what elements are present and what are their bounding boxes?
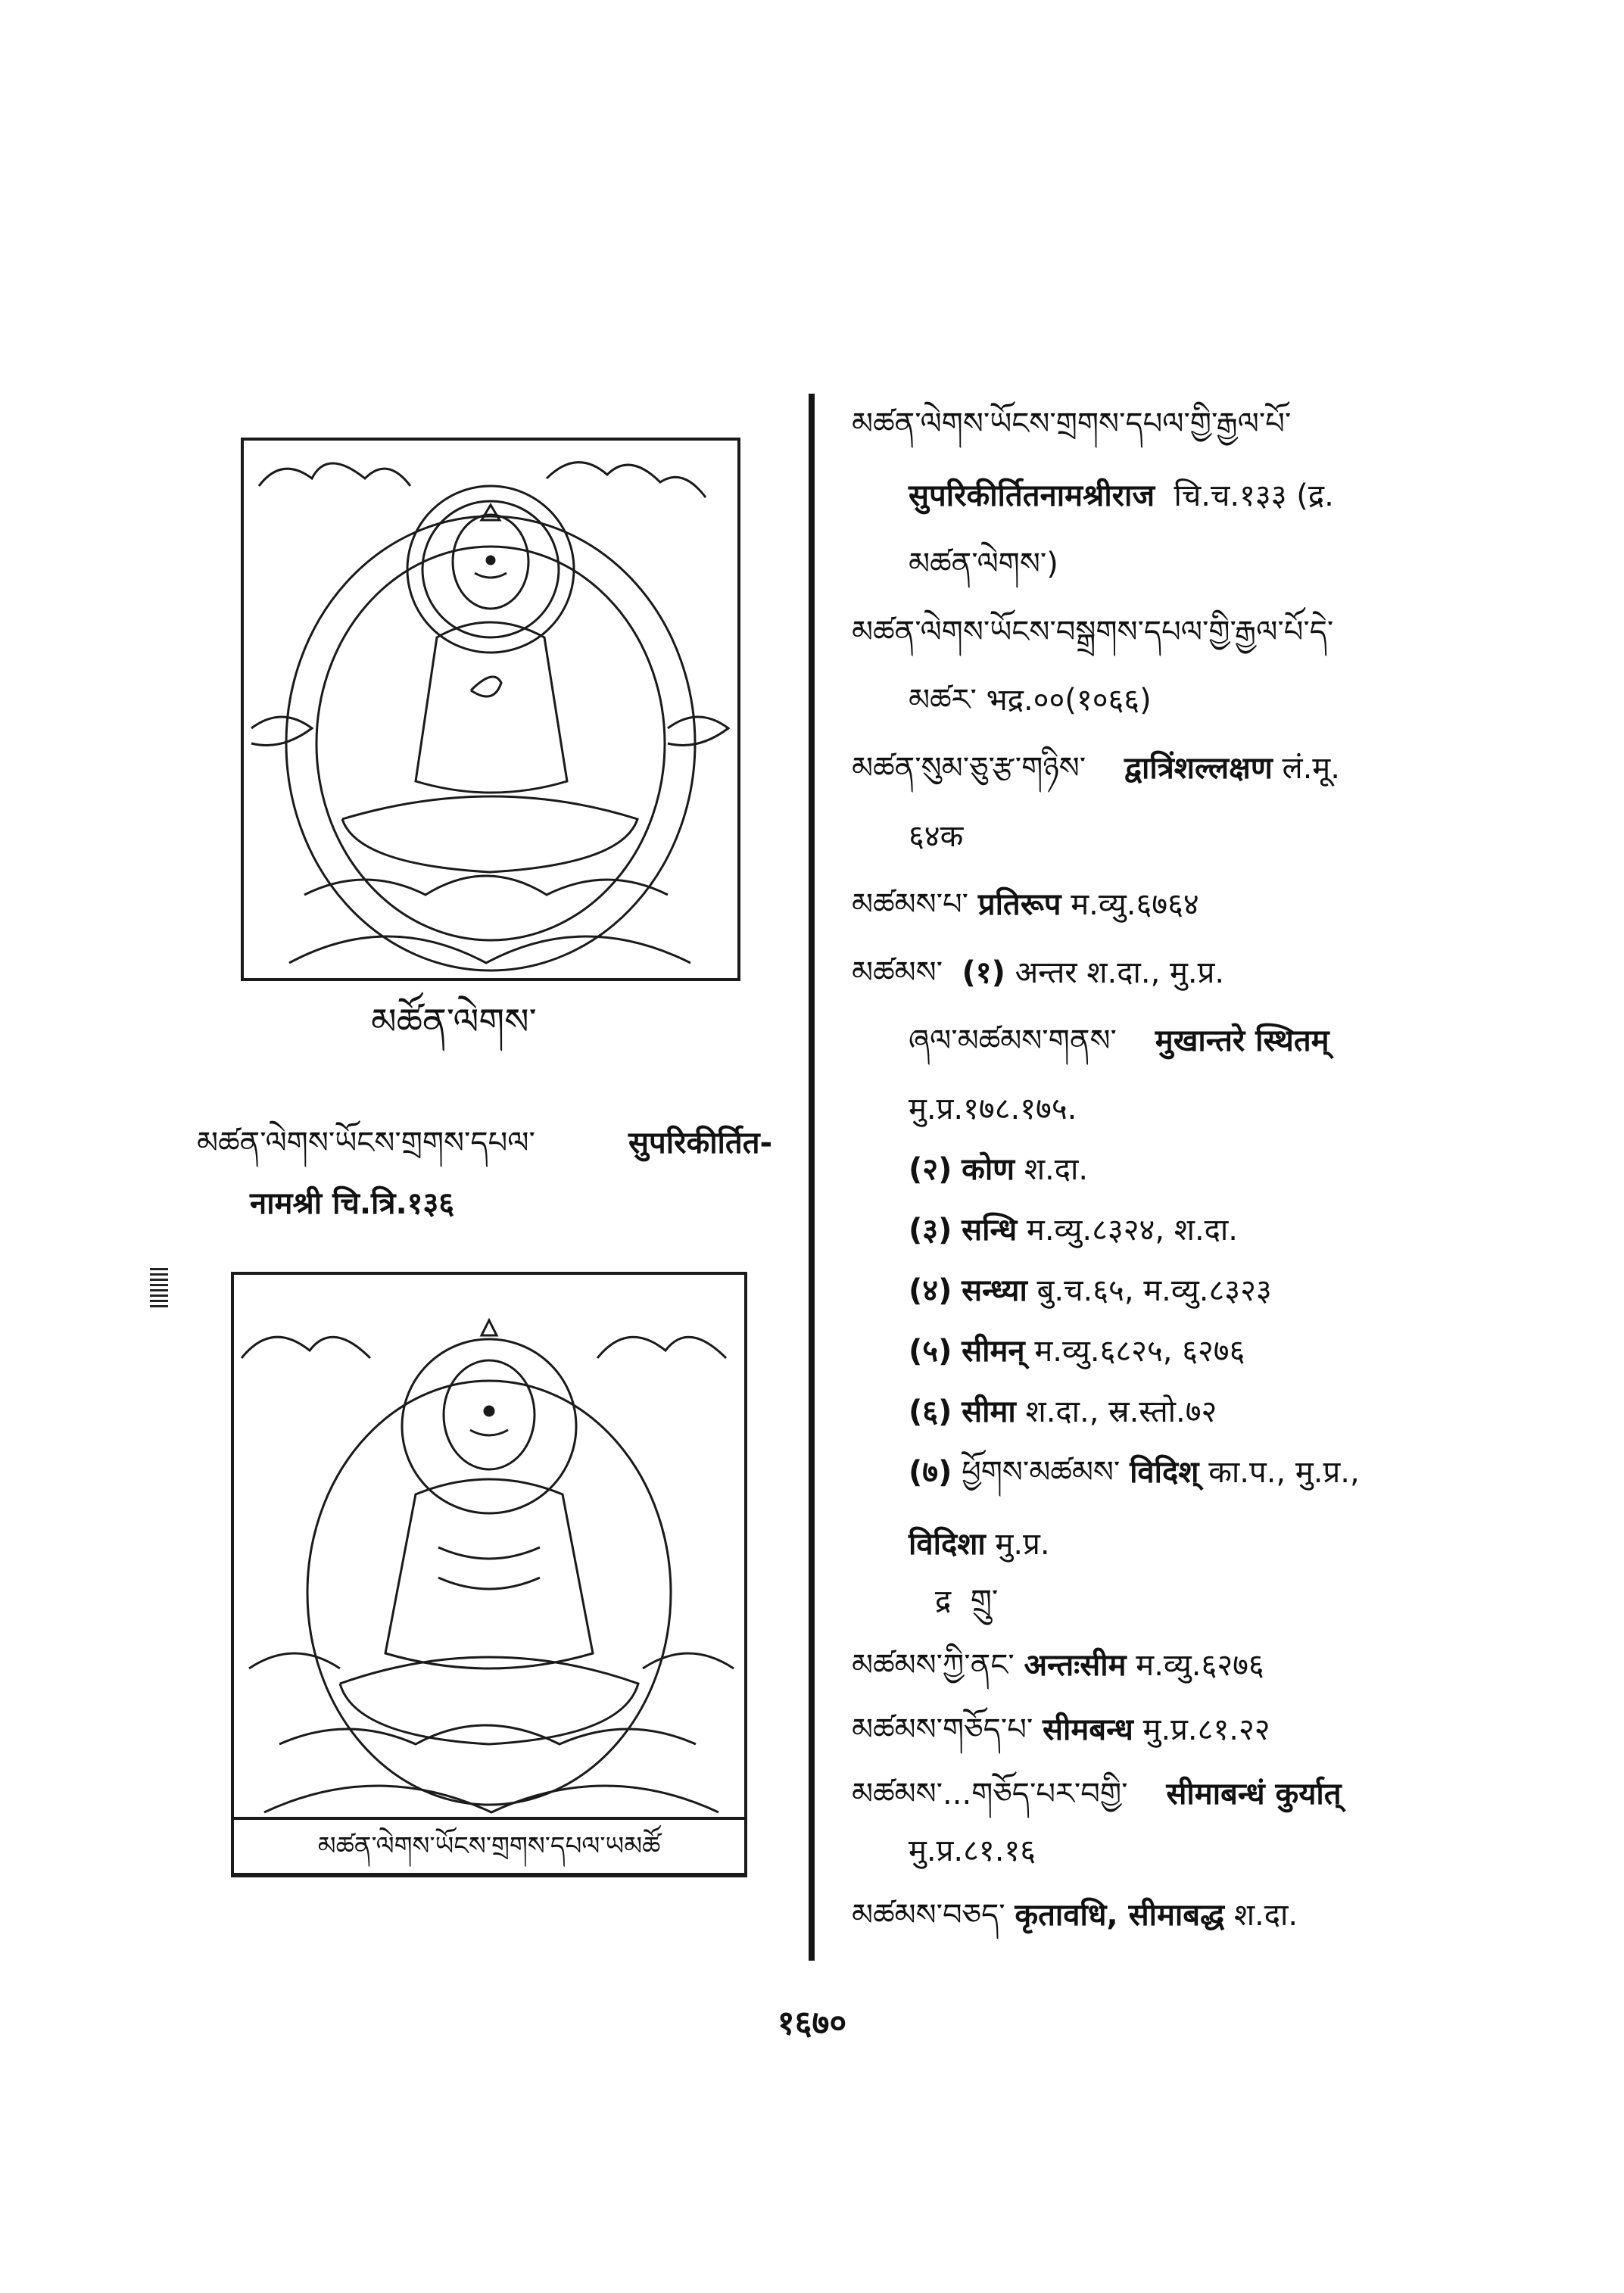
entry-line-7: ६४क [909, 819, 964, 854]
entry-line-21: མཚམས་གཅོད་པ་ सीमबन्ध मु.प्र.८१.२२ [852, 1712, 1270, 1747]
entry-line-24: མཚམས་བཅད་ कृतावधि, सीमाबद्ध श.दा. [852, 1898, 1298, 1933]
entry-line-12: (२) कोण श.दा. [909, 1152, 1089, 1187]
entry-line-18: विदिशा मु.प्र. [909, 1527, 1050, 1562]
entry-line-15: (५) सीमन् म.व्यु.६८२५, ६२७६ [909, 1334, 1245, 1369]
entry-line-22: མཚམས་...གཅོད་པར་བགྱི་ सीमाबन्धं कुर्यात् [852, 1777, 1342, 1812]
entry-line-11: मु.प्र.१७८.१७५. [909, 1092, 1077, 1126]
entry-line-20: མཚམས་ཀྱི་ནང་ अन्तःसीम म.व्यु.६२७६ [852, 1648, 1264, 1683]
entry-line-2: सुपरिकीर्तितनामश्रीराज चि.च.१३३ (द्र. [909, 478, 1334, 513]
entry-line-8: མཚམས་པ་ प्रतिरूप म.व्यु.६७६४ [852, 887, 1199, 922]
buddha-drawing-1 [244, 441, 737, 978]
entry-line-1: མཚན་ལེགས་ཡོངས་གྲགས་དཔལ་གྱི་རྒྱལ་པོ་ [852, 407, 1292, 441]
figure-2-caption: མཚན་ལེགས་ཡོངས་གྲགས་དཔལ་ཡམཚོ [231, 1817, 747, 1877]
entry-line-17: (७) ཕྱོགས་མཚམས་ विदिश् का.प., मु.प्र., [909, 1455, 1360, 1490]
entry-line-3: མཚན་ལེགས་) [909, 547, 1058, 581]
entry-line-6: མཚན་སུམ་ཅུ་རྩ་གཉིས་ द्वात्रिंशल्लक्षण लं.मू. [852, 751, 1340, 786]
buddha-figure-2 [231, 1272, 747, 1876]
buddha-figure-1 [241, 438, 740, 981]
page-number: १६७० [777, 2004, 847, 2042]
left-entry-reference: नामश्री चि.त्रि.१३६ [250, 1186, 455, 1221]
entry-line-14: (४) सन्ध्या बु.च.६५, म.व्यु.८३२३ [909, 1273, 1272, 1308]
entry-line-5: མཚར་ भद्र.००(१०६६) [909, 683, 1152, 718]
figure-1-caption: མཚོན་ལེགས་ [371, 1001, 537, 1043]
entry-line-16: (६) सीमा श.दा., स्र.स्तो.७२ [909, 1394, 1217, 1429]
entry-line-23: मु.प्र.८१.१६ [909, 1833, 1036, 1868]
column-separator [809, 394, 815, 1961]
entry-line-4: མཚན་ལེགས་ཡོངས་བསྒྲགས་དཔལ་གྱི་རྒྱལ་པོ་དེ་ [852, 615, 1334, 650]
entry-line-13: (३) सन्धि म.व्यु.८३२४, श.दा. [909, 1213, 1238, 1248]
entry-line-9: མཚམས་ (१) अन्तर श.दा., मु.प्र. [852, 955, 1225, 990]
entry-line-10: ཞལ་མཚམས་གནས་ मुखान्तरे स्थितम् [909, 1023, 1329, 1058]
margin-mark [150, 1268, 168, 1310]
buddha-drawing-2 [234, 1275, 744, 1820]
entry-line-19: द्र གྲུ་ [935, 1584, 999, 1618]
left-entry-sanskrit: सुपरिकीर्तित- [628, 1126, 773, 1161]
left-entry-tibetan: མཚན་ལེགས་ཡོངས་གྲགས་དཔལ་ [197, 1126, 535, 1161]
